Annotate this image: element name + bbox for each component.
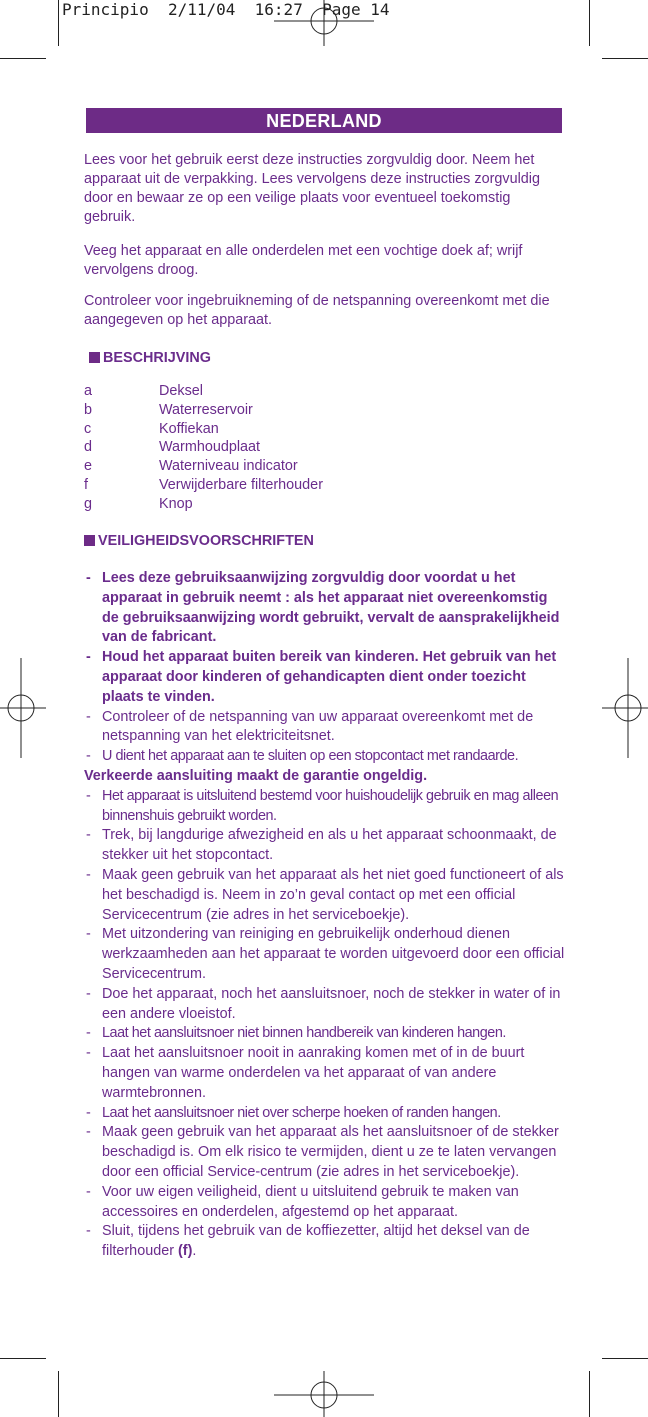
crop-mark-bottom-right-horizontal: [602, 1358, 648, 1359]
rule-dash: -: [86, 1124, 91, 1141]
rule-text: Trek, bij langdurige afwezigheid en als u het apparaat schoonmaakt, de stekker uit het stopcontact.: [102, 827, 557, 864]
rule-dash: -: [86, 1045, 91, 1062]
print-slug: Principio 2/11/04 16:27 Page 14: [62, 0, 390, 19]
rule-dash: -: [86, 787, 91, 804]
part-label: Warmhoudplaat: [159, 439, 261, 456]
list-item: [84, 495, 484, 514]
list-item: [84, 866, 566, 925]
list-item: [84, 1044, 566, 1103]
rule-dash: -: [86, 1223, 91, 1240]
list-item: [84, 925, 566, 984]
list-item: [84, 1024, 566, 1044]
description-heading-text: BESCHRIJVING: [103, 350, 211, 366]
part-key: c: [84, 420, 92, 437]
list-item: [84, 708, 566, 748]
square-bullet-icon: [84, 535, 95, 546]
list-item: [84, 382, 484, 401]
part-label: Deksel: [159, 383, 203, 399]
rule-text: Met uitzondering van reiniging en gebruikelijk onderhoud dienen werkzaamheden aan het apparaat te worden uitgevoerd door een official Servicecentrum.: [102, 926, 565, 982]
rule-text: Controleer of de netspanning van uw apparaat overeenkomt met de netspanning van het elektriciteitsnet.: [102, 708, 534, 745]
part-label: Waterniveau indicator: [159, 458, 298, 475]
list-item: [84, 648, 566, 707]
list-item: [84, 476, 484, 495]
list-item: [84, 438, 484, 457]
part-label: Waterreservoir: [159, 401, 253, 418]
list-item: [84, 787, 566, 827]
registration-mark-top-icon: [274, 0, 374, 46]
section-title-bar: NEDERLAND: [86, 108, 562, 133]
rule-text: Lees deze gebruiksaanwijzing zorgvuldig door voordat u het apparaat in gebruik neemt : als het apparaat niet overeenkomstig de gebruiksaanwijzing wordt gebruikt, vervalt de aansprakelijkheid van de fabricant.: [102, 570, 560, 646]
part-label: Verwijderbare filterhouder: [159, 476, 323, 493]
registration-mark-bottom-icon: [274, 1371, 374, 1417]
crop-mark-top-left-horizontal: [0, 58, 46, 59]
safety-rules-list: [84, 569, 566, 1262]
rule-text: Doe het apparaat, noch het aansluitsnoer, noch de stekker in water of in een andere vloeistof.: [102, 985, 561, 1022]
rule-dash: -: [86, 649, 91, 666]
list-item: [84, 569, 566, 648]
square-bullet-icon: [89, 352, 100, 363]
rule-dash: -: [86, 708, 91, 725]
list-item: [84, 1222, 566, 1262]
rule-emphasis: (f): [178, 1243, 193, 1260]
rule-dash: -: [86, 926, 91, 943]
crop-mark-top-left-vertical: [58, 0, 59, 46]
intro-paragraph-2: Veeg het apparaat en alle onderdelen met een vochtige doek af; wrijf vervolgens droog.: [84, 243, 523, 278]
crop-mark-bottom-right-vertical: [589, 1371, 590, 1417]
part-key: e: [84, 458, 93, 475]
list-item: [84, 1183, 566, 1223]
crop-mark-top-right-vertical: [589, 0, 590, 46]
list-item: [84, 1123, 566, 1182]
list-item: [84, 826, 566, 866]
crop-mark-bottom-left-vertical: [58, 1371, 59, 1417]
rule-text: Houd het apparaat buiten bereik van kinderen. Het gebruik van het apparaat door kinderen of gehandicapten dient onder toezicht plaats te vinden.: [102, 649, 557, 705]
registration-mark-right-icon: [602, 658, 648, 758]
list-item: [84, 985, 566, 1025]
parts-list: [84, 382, 484, 514]
rule-text: Sluit, tijdens het gebruik van de koffiezetter, altijd het deksel van de filterhouder: [102, 1223, 530, 1260]
crop-mark-bottom-left-horizontal: [0, 1358, 46, 1359]
part-label: Koffiekan: [159, 420, 219, 437]
rule-dash: -: [86, 1183, 91, 1200]
crop-mark-top-right-horizontal: [602, 58, 648, 59]
part-key: a: [84, 383, 93, 399]
part-key: d: [84, 439, 93, 456]
part-key: b: [84, 401, 93, 418]
rule-text: Maak geen gebruik van het apparaat als het niet goed functioneert of als het beschadigd is. Neem in zo’n geval contact op met een official Servicecentrum (zie adres in het serviceboekje).: [102, 866, 564, 923]
intro-paragraph-1: Lees voor het gebruik eerst deze instructies zorgvuldig door. Neem het apparaat uit de verpakking. Lees vervolgens deze instructies zorgvuldig door en bewaar ze op een veilige plaats voor eventueel toekomstig gebruik.: [84, 152, 540, 225]
rule-text: Voor uw eigen veiligheid, dient u uitsluitend gebruik te maken van accessoires en onderdelen, afgestemd op het apparaat.: [102, 1183, 519, 1220]
part-label: Knop: [159, 495, 193, 512]
rule-text: Laat het aansluitsnoer niet binnen handbereik van kinderen hangen.: [102, 1025, 506, 1042]
list-item: [84, 420, 484, 439]
rule-text: Laat het aansluitsnoer niet over scherpe hoeken of randen hangen.: [102, 1104, 501, 1121]
rule-tail: .: [192, 1243, 197, 1260]
safety-heading-text: VEILIGHEIDSVOORSCHRIFTEN: [98, 533, 314, 549]
rule-dash: -: [86, 1025, 91, 1042]
rule-dash: -: [86, 866, 91, 883]
rule-text: Maak geen gebruik van het apparaat als het aansluitsnoer of de stekker beschadigd is. Om elk risico te vermijden, dient u ze te laten vervangen door een official Service-centrum (zie adres in het serviceboekje).: [102, 1124, 559, 1180]
list-item: [84, 747, 566, 767]
rule-text: Laat het aansluitsnoer nooit in aanraking komen met of in de buurt hangen van warme onderdelen va het apparaat of van andere warmtebronnen.: [102, 1045, 525, 1101]
part-key: f: [84, 476, 88, 493]
safety-heading: [84, 532, 314, 550]
rule-dash: -: [86, 827, 91, 844]
intro-paragraph-3: Controleer voor ingebruikneming of de netspanning overeenkomt met die aangegeven op het apparaat.: [84, 293, 550, 328]
rule-dash: -: [86, 570, 91, 586]
rule-dash: -: [86, 1104, 91, 1121]
part-key: g: [84, 495, 93, 512]
warranty-note: Verkeerde aansluiting maakt de garantie ongeldig.: [84, 767, 428, 784]
list-item: [84, 457, 484, 476]
list-item: [84, 401, 484, 420]
list-item: [84, 1104, 566, 1124]
rule-dash: -: [86, 985, 91, 1002]
rule-text: Het apparaat is uitsluitend bestemd voor huishoudelijk gebruik en mag alleen binnenshuis gebruikt worden.: [102, 787, 559, 824]
description-heading: [89, 349, 211, 367]
registration-mark-left-icon: [0, 658, 46, 758]
rule-dash: -: [86, 748, 91, 765]
rule-text: U dient het apparaat aan te sluiten op een stopcontact met randaarde.: [102, 748, 519, 765]
